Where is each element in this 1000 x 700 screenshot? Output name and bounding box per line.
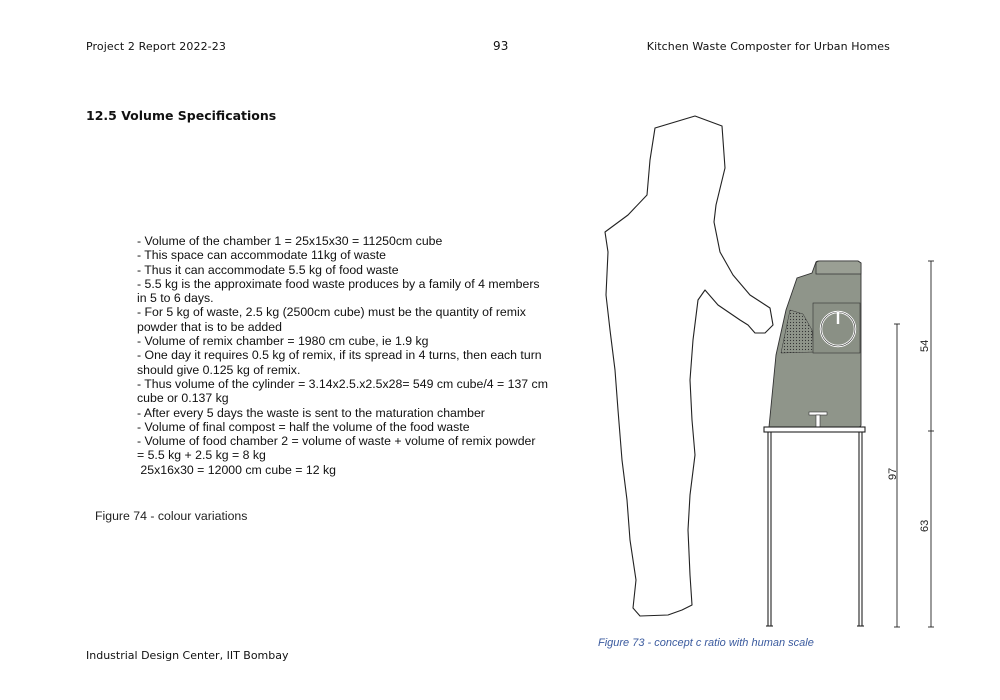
spec-line: - Volume of final compost = half the volume of the food waste [137, 419, 470, 434]
header-right-text: Kitchen Waste Composter for Urban Homes [646, 40, 890, 53]
clipped-caption-text: Figure 74 - colour variations [95, 509, 248, 523]
handle-ring-icon [821, 312, 855, 346]
spec-line: - Volume of food chamber 2 = volume of waste + volume of remix powder [137, 434, 536, 449]
spec-line: - Volume of remix chamber = 1980 cm cube, ie 1.9 kg [137, 334, 429, 349]
dimension-label-97: 97 [887, 467, 899, 480]
composter-stand [764, 427, 865, 626]
figure-caption: Figure 73 - concept c ratio with human scale [598, 637, 814, 649]
composter-top-cap [816, 261, 861, 274]
spec-line: - Thus it can accommodate 5.5 kg of food waste [137, 262, 399, 277]
spec-line: - After every 5 days the waste is sent to the maturation chamber [137, 405, 485, 420]
spec-line: - This space can accommodate 11kg of waste [137, 248, 387, 263]
human-silhouette [605, 116, 773, 616]
spec-line: - Thus volume of the cylinder = 3.14x2.5.x2.5x28= 549 cm cube/4 = 137 cm cube or 0.137 kg [137, 376, 548, 406]
page-number: 93 [493, 39, 509, 53]
spec-line: - Volume of the chamber 1 = 25x15x30 = 11250cm cube [137, 234, 443, 248]
spec-line: - One day it requires 0.5 kg of remix, if its spread in 4 turns, then each turn should give 0.125 kg of remix. [137, 348, 542, 377]
footer-text: Industrial Design Center, IIT Bombay [86, 649, 289, 662]
spec-line: = 5.5 kg + 2.5 kg = 8 kg [137, 448, 266, 463]
spec-line: - 5.5 kg is the approximate food waste produces by a family of 4 members in 5 to 6 days. [137, 276, 540, 306]
header-left-text: Project 2 Report 2022-23 [86, 40, 226, 53]
section-title: 12.5 Volume Specifications [86, 108, 277, 123]
dimension-label-54: 54 [919, 339, 931, 352]
spec-line: - For 5 kg of waste, 2.5 kg (2500cm cube) must be the quantity of remix powder that is to be added [137, 305, 526, 334]
spec-line: 25x16x30 = 12000 cm cube = 12 kg [137, 462, 336, 477]
dimension-label-63: 63 [919, 519, 931, 532]
dimension-lines [894, 261, 934, 627]
